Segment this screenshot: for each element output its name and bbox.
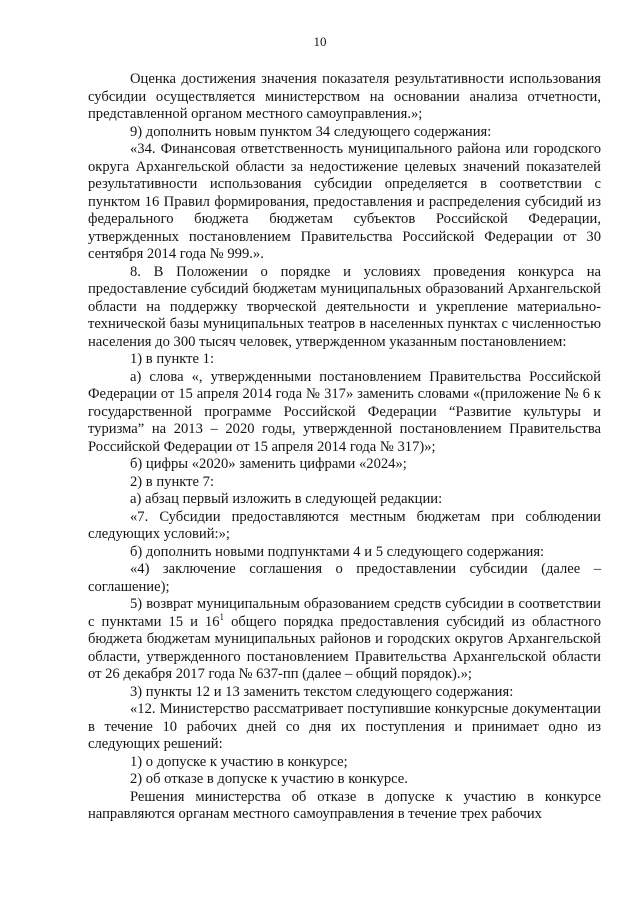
paragraph: 9) дополнить новым пунктом 34 следующего содержания:	[130, 123, 492, 140]
paragraph-text: 5) возврат муниципальным образованием средств субсидии в соответствии с пунктами 15 и 16	[88, 596, 601, 630]
paragraph: «4) заключение соглашения о предоставлении субсидии (далее – соглашение);	[88, 561, 601, 595]
paragraph-text: общего порядка предоставления субсидий из областного бюджета бюджетам муниципальных районов и городских округов Архангельской области, утвержденного постановлением Правительства Архангельской области от 26 декабря 2017 года № 637-пп (далее – общий порядок).»;	[88, 613, 601, 682]
paragraph: 1) в пункте 1:	[130, 351, 215, 367]
paragraph: б) дополнить новыми подпунктами 4 и 5 следующего содержания:	[130, 543, 545, 560]
paragraph: а) слова «, утвержденными постановлением Правительства Российской Федерации от 15 апреля 2014 года № 317» заменить словами «(приложение № 6 к государственной программе Российской Федерации “Развитие культуры и туризма” на 2013 – 2020 годы, утвержденной постановлением Правительства Российской Федерации от 15 апреля 2014 года № 317)»;	[88, 368, 601, 455]
paragraph: 8. В Положении о порядке и условиях проведения конкурса на предоставление субсидий бюджетам муниципальных образований Архангельской области на поддержку творческой деятельности и укрепление материально-технической базы муниципальных театров в населенных пунктах с численностью населения до 300 тысяч человек, утвержденном указанным постановлением:	[88, 263, 601, 350]
paragraph: «34. Финансовая ответственность муниципального района или городского округа Архангельской области за недостижение целевых значений показателей результативности использования субсидии определяется в соответствии с пунктом 16 Правил формирования, предоставления и распределения субсидий из федерального бюджета бюджетам субъектов Российской Федерации, утвержденных постановлением Правительства Российской Федерации от 30 сентября 2014 года № 999.».	[88, 141, 601, 262]
paragraph: 3) пункты 12 и 13 заменить текстом следующего содержания:	[130, 683, 514, 700]
document-body	[88, 71, 601, 824]
paragraph: а) абзац первый изложить в следующей редакции:	[130, 491, 443, 507]
page-number: 10	[313, 34, 327, 49]
paragraph: «12. Министерство рассматривает поступившие конкурсные документации в течение 10 рабочих дней со дня их поступления и принимает одно из следующих решений:	[88, 701, 601, 752]
paragraph: б) цифры «2020» заменить цифрами «2024»;	[130, 456, 407, 472]
paragraph	[88, 596, 601, 684]
paragraph: Решения министерства об отказе в допуске к участию в конкурсе направляются органам местного самоуправления в течение трех рабочих	[88, 788, 601, 822]
paragraph: 1) о допуске к участию в конкурсе;	[130, 753, 348, 770]
paragraph: Оценка достижения значения показателя результативности использования субсидии осуществляется министерством на основании анализа отчетности, представленной органом местного самоуправления.»;	[88, 71, 601, 122]
paragraph: 2) в пункте 7:	[130, 473, 215, 490]
paragraph: «7. Субсидии предоставляются местным бюджетам при соблюдении следующих условий:»;	[88, 508, 601, 542]
superscript: 1	[219, 611, 225, 622]
paragraph: 2) об отказе в допуске к участию в конкурсе.	[130, 771, 408, 787]
